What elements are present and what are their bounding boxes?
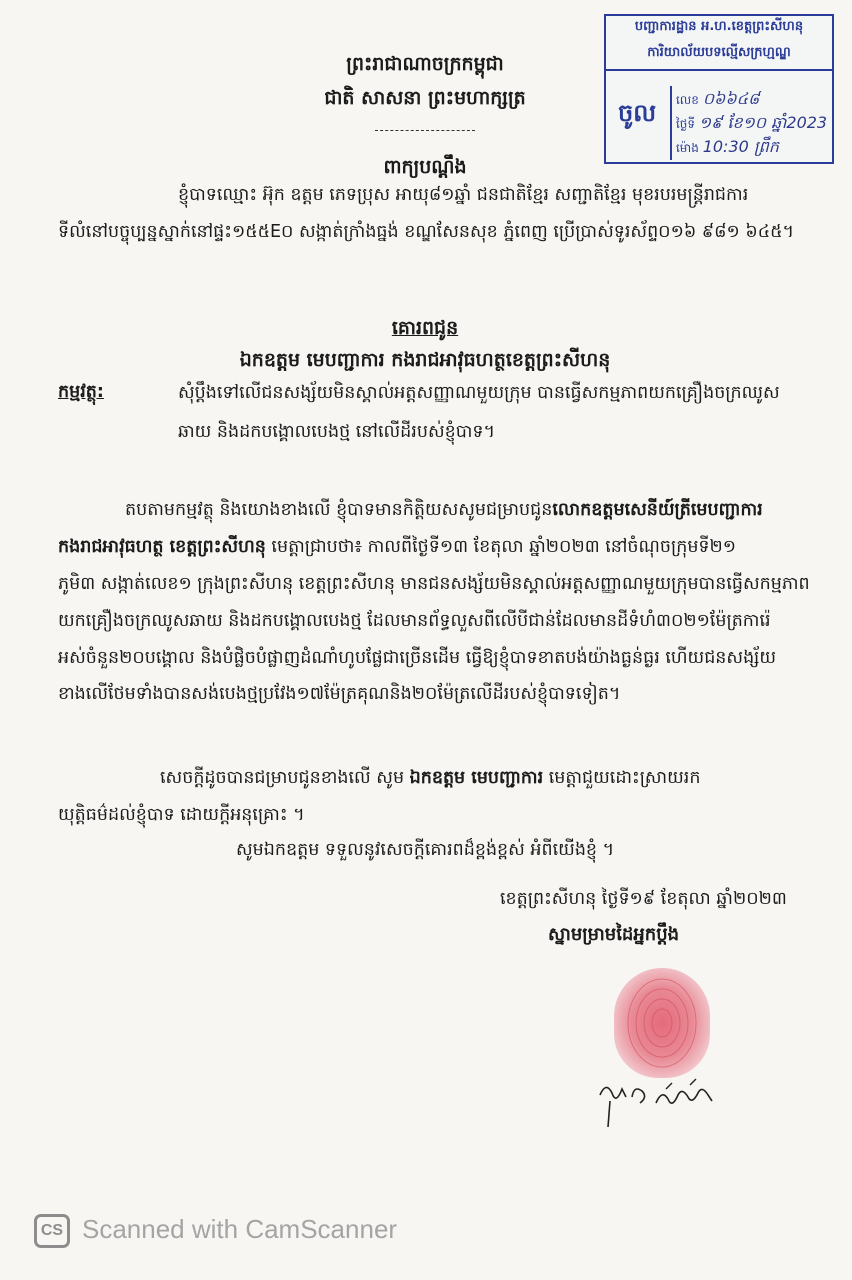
stamp-time-value: 10:30 ព្រឹក	[702, 137, 779, 156]
closing-line-1-end: មេត្តាជួយដោះស្រាយរក	[543, 768, 701, 788]
body-line-1-text: តបតាមកម្មវត្ថុ និងយោងខាងលើ ខ្ញុំបាទមានកិត្តិយសសូមជម្រាបជូន	[125, 500, 553, 520]
place-and-date: ខេត្តព្រះសីហនុ ថ្ងៃទី១៩ ខែតុលា ឆ្នាំ២០២៣	[500, 889, 787, 909]
received-stamp	[604, 14, 834, 164]
body-line-1	[125, 492, 763, 529]
signature-label: ស្នាមម្រាមដៃអ្នកប្តឹង	[548, 924, 680, 945]
intro-line-2: ទីលំនៅបច្ចុប្បន្នស្នាក់នៅផ្ទះ១៥៥E០ សង្កាត់ក្រាំងធ្នង់ ខណ្ឌសែនសុខ ភ្នំពេញ ប្រើប្រាស់ទូរស័ព្ទ០១៦ ៩៨១ ៦៤៥។	[58, 222, 795, 242]
kingdom-heading: ព្រះរាជាណាចក្រកម្ពុជា	[346, 53, 504, 75]
stamp-time-label: ម៉ោង	[676, 141, 699, 155]
body-line-3: ភូមិ៣ សង្កាត់លេខ១ ក្រុងព្រះសីហនុ ខេត្តព្រះសីហនុ មានជនសង្ស័យមិនស្គាល់អត្តសញ្ញាណមួយក្រុមបានធ្វើសកម្មភាព	[58, 574, 810, 594]
body-line-6: ខាងលើថែមទាំងបានសង់បេងថ្មប្រវែង១៧ម៉ែត្រគុណនិង២០ម៉ែត្រលើដីរបស់ខ្ញុំបាទទៀត។	[58, 684, 621, 704]
body-line-2-bold: កងរាជអាវុធហត្ថ ខេត្តព្រះសីហនុ	[58, 537, 266, 557]
recipient-line: ឯកឧត្តម មេបញ្ជាការ កងរាជអាវុធហត្ថខេត្តព្រះសីហនុ	[239, 349, 611, 371]
subject-line-1: សុំប្តឹងទៅលើជនសង្ស័យមិនស្គាល់អត្តសញ្ញាណមួយក្រុម បានធ្វើសកម្មភាពយកគ្រឿងចក្រឈូស	[178, 383, 780, 403]
thumbprint-image	[614, 968, 710, 1078]
stamp-number-label: លេខ	[676, 93, 699, 107]
subject-label: កម្មវត្ថុ:	[58, 382, 104, 402]
handwritten-signature	[592, 1075, 722, 1135]
body-line-2	[58, 529, 736, 566]
decorative-divider	[375, 130, 475, 131]
stamp-date-label: ថ្ងៃទី	[676, 117, 696, 131]
closing-line-1-text: សេចក្តីដូចបានជម្រាបជូនខាងលើ សូម	[160, 768, 410, 788]
thumbprint-ridges	[614, 968, 710, 1078]
stamp-org-line2: ការិយាល័យបទល្មើសក្រហ្មណ្ឌ	[606, 44, 832, 71]
closing-line-1-bold: ឯកឧត្តម មេបញ្ជាការ	[409, 768, 544, 788]
stamp-fields	[670, 86, 830, 160]
intro-line-1: ខ្ញុំបាទឈ្មោះ អ៊ុក ឧត្តម ភេទប្រុស អាយុ៨១ឆ្នាំ ជនជាតិខ្មែរ សញ្ជាតិខ្មែរ មុខរបរមន្ត្រីរាជការ	[178, 185, 749, 205]
stamp-number-value: ០៦៦៤៨	[702, 89, 760, 108]
body-line-5: អស់ចំនួន២០បង្គោល និងបំផ្លិចបំផ្លាញដំណាំហូបផ្លែជាច្រើនដើម ធ្វើឱ្យខ្ញុំបាទខាតបង់យ៉ាងធ្ងន់ធ្ងរ ហើយជនសង្ស័យ	[58, 648, 777, 668]
closing-line-3: សូមឯកឧត្តម ទទួលនូវសេចក្តីគោរពដ៏ខ្ពង់ខ្ពស់ អំពីយើងខ្ញុំ ។	[236, 840, 615, 860]
stamp-received-label: ចូល	[617, 99, 657, 127]
national-motto: ជាតិ សាសនា ព្រះមហាក្សត្រ	[324, 87, 526, 109]
body-line-2-text: មេត្តាជ្រាបថា៖ កាលពីថ្ងៃទី១៣ ខែតុលា ឆ្នាំ២០២៣ នៅចំណុចក្រុមទី២១	[265, 537, 737, 557]
closing-line-2: យុត្តិធម៌ដល់ខ្ញុំបាទ ដោយក្តីអនុគ្រោះ ។	[58, 805, 305, 825]
document-title: ពាក្យបណ្តឹង	[383, 156, 467, 178]
stamp-org-line1: បញ្ជាការដ្ឋាន អ.ហ.ខេត្តព្រះសីហនុ	[634, 19, 804, 34]
subject-line-2: ឆាយ និងដកបង្គោលបេងថ្ម នៅលើដីរបស់ខ្ញុំបាទ។	[178, 422, 496, 442]
body-line-1-bold: លោកឧត្តមសេនីយ៍ត្រីមេបញ្ជាការ	[552, 500, 763, 520]
closing-line-1	[160, 760, 700, 797]
camscanner-logo-icon: CS	[34, 1214, 70, 1248]
watermark-text: Scanned with CamScanner	[82, 1214, 398, 1244]
stamp-date-value: ១៩ ខែ១០ ឆ្នាំ2023	[698, 113, 828, 132]
body-line-4: យកគ្រឿងចក្រឈូសឆាយ និងដកបង្គោលបេងថ្ម ដែលមានព័ទ្ធលួសពីលើបីជាន់ដែលមានដីទំហំ៣០២១ម៉ែត្រការ៉េ	[58, 611, 771, 631]
respectfully-to: គោរពជូន	[391, 317, 459, 339]
